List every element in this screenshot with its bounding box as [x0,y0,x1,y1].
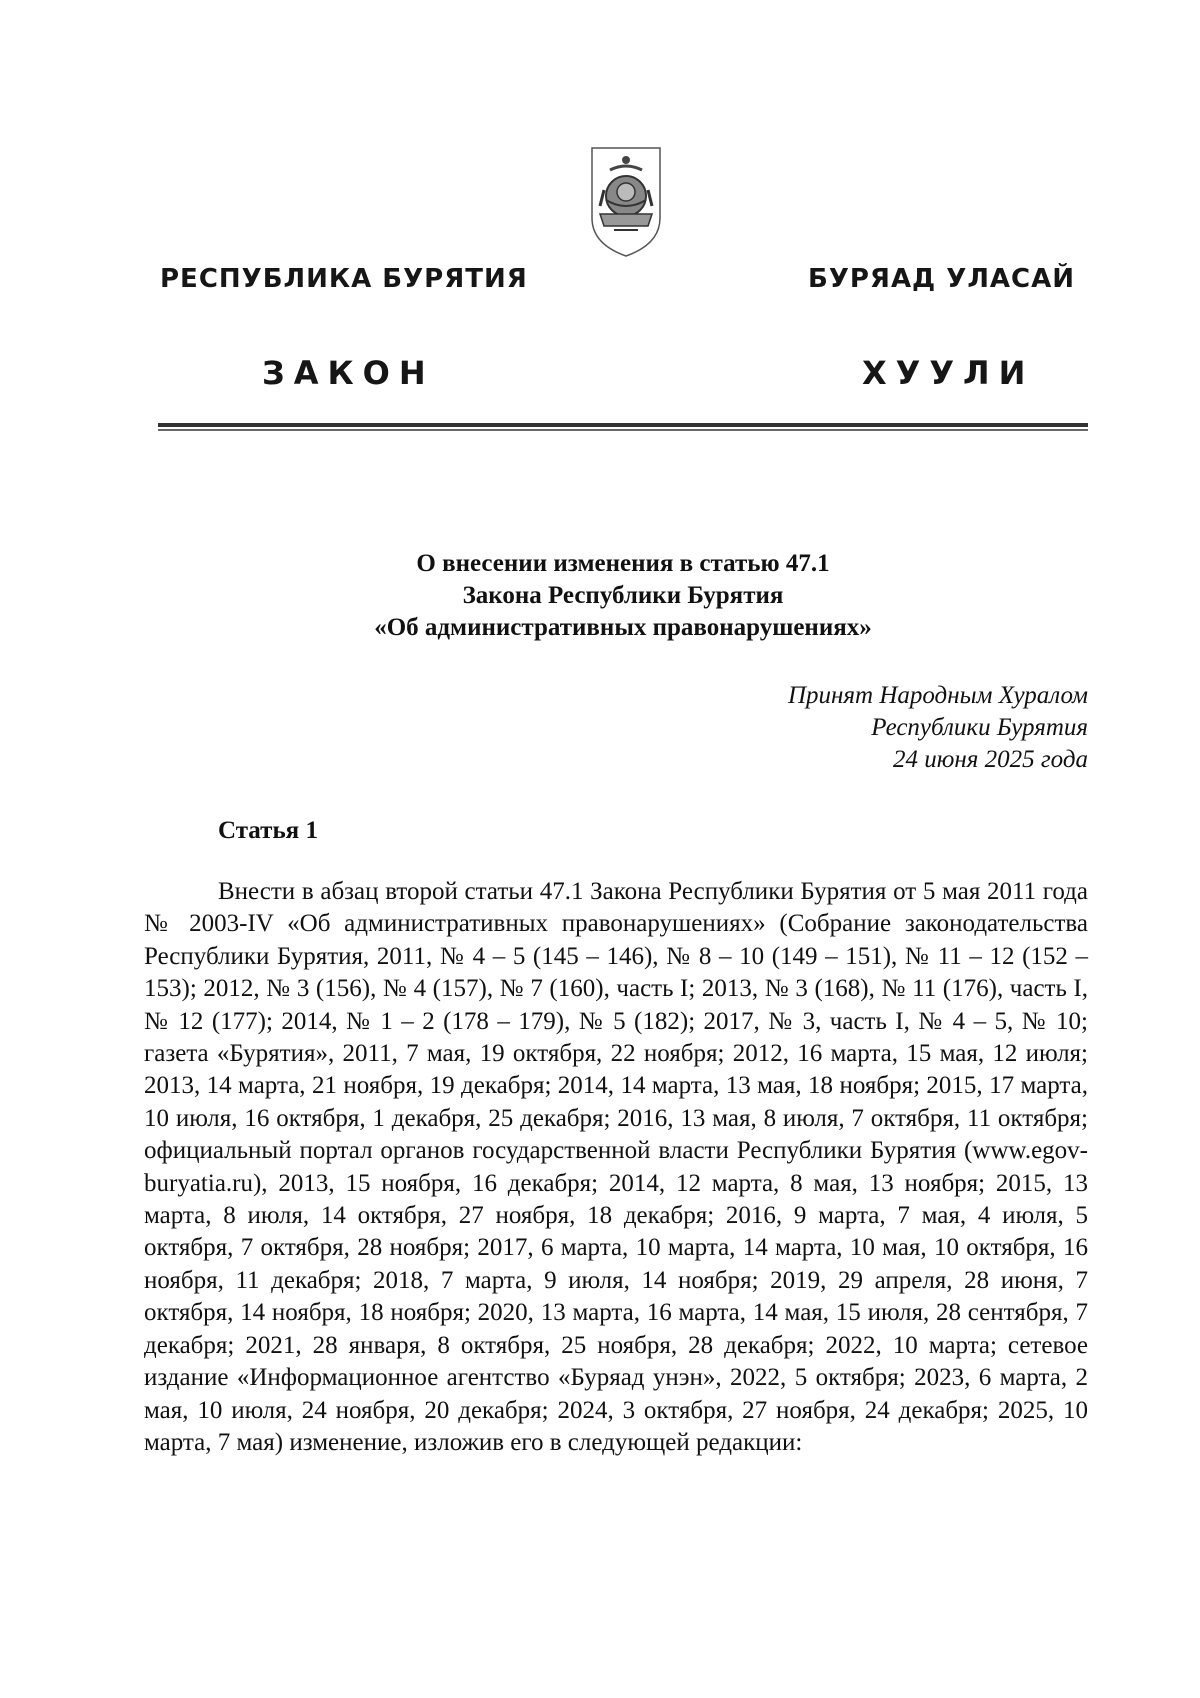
adoption-line-1: Принят Народным Хуралом [787,682,1088,709]
header-law-ru: ЗАКОН [262,354,435,392]
adoption-line-2: Республики Бурятия [871,714,1088,741]
title-line-2: Закона Республики Бурятия [462,582,784,609]
coat-of-arms-icon [588,140,664,260]
adoption-date: 24 июня 2025 года [893,746,1088,773]
article-text: Внести в абзац второй статьи 47.1 Закона Республики Бурятия от 5 мая 2011 года № 2003-IV «Об административных правонарушениях» (Собрание законодательства Республики Бурятия, 2011, № 4 – 5 (145 – 146), № 8 – 10 (149 – 151), № 11 – 12 (152 – 153); 2012, № 3 (156), № 4 (157), № 7 (160), часть I; 2013, № 3 (168), № 11 (176), часть I, № 12 (177); 2014, № 1 – 2 (178 – 179), № 5 (182); 2017, № 3, часть I, № 4 – 5, № 10; газета «Бурятия», 2011, 7 мая, 19 октября, 22 ноября; 2012, 16 марта, 15 мая, 12 июля; 2013, 14 марта, 21 ноября, 19 декабря; 2014, 14 марта, 13 мая, 18 ноября; 2015, 17 марта, 10 июля, 16 октября, 1 декабря, 25 декабря; 2016, 13 мая, 8 июля, 7 октября, 11 октября; официальный портал органов государственной власти Республики Бурятия (www.egov-buryatia.ru), 2013, 15 ноября, 16 декабря; 2014, 12 марта, 8 мая, 13 ноября; 2015, 13 марта, 8 июля, 14 октября, 27 ноября, 18 декабря; 2016, 9 марта, 7 мая, 4 июля, 5 октября, 7 октября, 28 ноября; 2017, 6 марта, 10 марта, 14 марта, 10 мая, 10 октября, 16 ноября, 11 декабря; 2018, 7 марта, 9 июля, 14 ноября; 2019, 29 апреля, 28 июня, 7 октября, 14 ноября, 18 ноября; 2020, 13 марта, 16 марта, 14 мая, 15 июля, 28 сентября, 7 декабря; 2021, 28 января, 8 октября, 25 ноября, 28 декабря; 2022, 10 марта; сетевое издание «Информационное агентство «Буряад унэн», 2022, 5 октября; 2023, 6 марта, 2 мая, 10 июля, 24 ноября, 20 декабря; 2024, 3 октября, 27 ноября, 24 декабря; 2025, 10 марта, 7 мая) изменение, изложив его в следующей редакции: [144,878,1088,1456]
adoption-note [788,680,1088,776]
header-republic-bua: БУРЯАД УЛАСАЙ [808,264,1075,294]
header-republic-ru: РЕСПУБЛИКА БУРЯТИЯ [160,264,528,294]
title-line-3: «Об административных правонарушениях» [374,614,872,641]
header-divider [158,423,1088,427]
article-heading: Статья 1 [218,817,318,844]
header-law-bua: ХУУЛИ [862,354,1035,392]
header-divider-thin [158,429,1088,431]
title-line-1: О внесении изменения в статью 47.1 [416,550,830,577]
document-title [158,548,1088,644]
